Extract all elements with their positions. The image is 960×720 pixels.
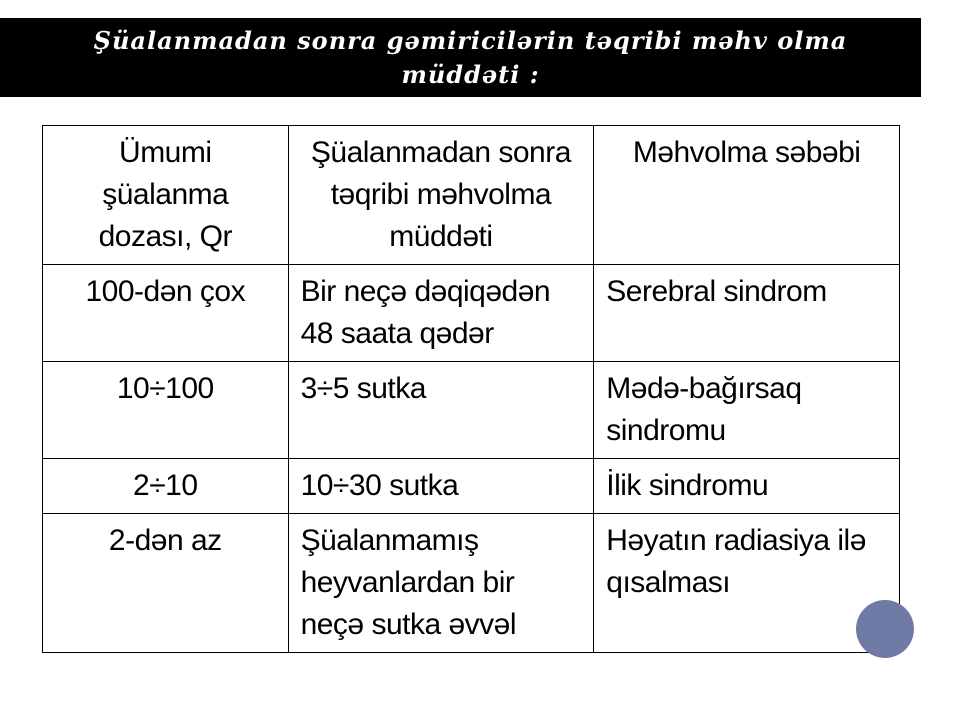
title-bar [0,18,921,97]
cell-dose: 100-dən çox [43,265,289,362]
dose-table [42,125,900,653]
header-dose: Ümumi şüalanma dozası, Qr [43,126,289,265]
cell-time: 10÷30 sutka [288,459,594,514]
table-row [43,362,900,459]
header-time: Şüalanmadan sonra təqribi məhvolma müddəti [288,126,594,265]
cell-dose: 10÷100 [43,362,289,459]
cell-dose: 2÷10 [43,459,289,514]
header-cause: Məhvolma səbəbi [594,126,900,265]
cell-dose: 2-dən az [43,514,289,653]
cell-time: Bir neçə dəqiqədən 48 saata qədər [288,265,594,362]
cell-cause: İlik sindromu [594,459,900,514]
table-header-row [43,126,900,265]
cell-time: Şüalanmamış heyvanlardan bir neçə sutka əvvəl [288,514,594,653]
table-row [43,514,900,653]
table-row [43,265,900,362]
table-row [43,459,900,514]
cell-time: 3÷5 sutka [288,362,594,459]
cell-cause: Mədə-bağırsaq sindromu [594,362,900,459]
cell-cause: Həyatın radiasiya ilə qısalması [594,514,900,653]
decorative-circle [856,600,914,658]
cell-cause: Serebral sindrom [594,265,900,362]
slide-title: Şüalanmadan sonra gəmiricilərin təqribi məhv olma müddəti : [93,25,848,89]
slide-side-decoration [920,0,960,720]
